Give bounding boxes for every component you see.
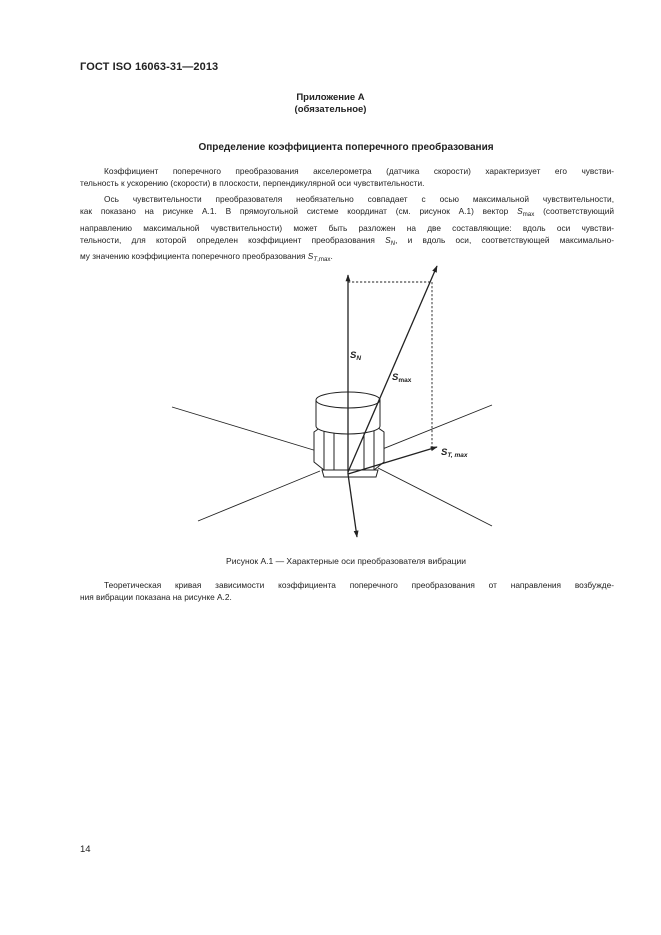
label-sn-letter: S — [350, 350, 357, 361]
axis-line-left-lower — [198, 471, 320, 521]
appendix-title: Приложение А — [296, 92, 365, 103]
standard-code: ГОСТ ISO 16063-31—2013 — [80, 61, 219, 73]
label-st-max — [441, 447, 468, 459]
paragraph-line: тельность к ускорению (скорости) в плоскости, перпендикулярной оси чувствительности. — [80, 178, 425, 189]
label-sn — [350, 350, 361, 362]
vector-smax — [348, 266, 437, 472]
paragraph-line: ния вибрации показана на рисунке А.2. — [80, 592, 232, 603]
symbol-letter: S — [385, 234, 391, 245]
paragraph-line: направлению максимальной чувствительности) может быть разложен на две составляющие: вдоль оси чувстви- — [80, 222, 614, 233]
label-smax-letter: S — [392, 372, 399, 383]
text-segment: (соответствующий — [534, 206, 614, 217]
text-segment: как показано на рисунке А.1. В прямоугольной системе координат (см. рисунок А.1) вектор — [80, 206, 518, 217]
symbol-subscript-n: N — [390, 239, 396, 247]
symbol-subscript-max: ,max — [317, 256, 331, 264]
label-smax — [392, 372, 412, 384]
label-smax-subscript: max — [398, 377, 412, 384]
axis-line-left — [172, 407, 330, 455]
text-segment: . — [330, 251, 333, 262]
section-title: Определение коэффициента поперечного преобразования — [198, 142, 494, 153]
axis-line-right-lower — [378, 468, 492, 526]
text-segment: му значению коэффициента поперечного преобразования — [80, 251, 308, 262]
text-segment: тельности, для которой определен коэффициент преобразования — [80, 234, 386, 245]
appendix-status: (обязательное) — [294, 104, 367, 115]
label-sn-subscript: N — [356, 355, 362, 362]
paragraph-line: Теоретическая кривая зависимости коэффициента поперечного преобразования от направления возбужде- — [104, 580, 614, 590]
figure-caption: Рисунок А.1 — Характерные оси преобразователя вибрации — [226, 556, 466, 566]
symbol-subscript: max — [522, 211, 535, 219]
symbol-letter: S — [307, 251, 314, 262]
page-number: 14 — [80, 844, 91, 855]
symbol-letter: S — [517, 206, 523, 217]
label-st-subscript: T, max — [447, 452, 468, 459]
transducer-body-group — [314, 392, 384, 477]
paragraph-line: Коэффициент поперечного преобразования акселерометра (датчика скорости) характеризует его чувстви- — [104, 166, 614, 176]
symbol-subscript-t: T — [313, 256, 318, 264]
paragraph-3 — [80, 579, 614, 604]
paragraph-line: Ось чувствительности преобразователя необязательно совпадает с осью максимальной чувствительности, — [104, 194, 614, 204]
text-segment: , и вдоль оси, соответствующей максимально- — [395, 234, 614, 245]
label-st-letter: S — [441, 447, 448, 458]
vector-down — [348, 474, 357, 537]
axis-line-right — [380, 405, 492, 450]
